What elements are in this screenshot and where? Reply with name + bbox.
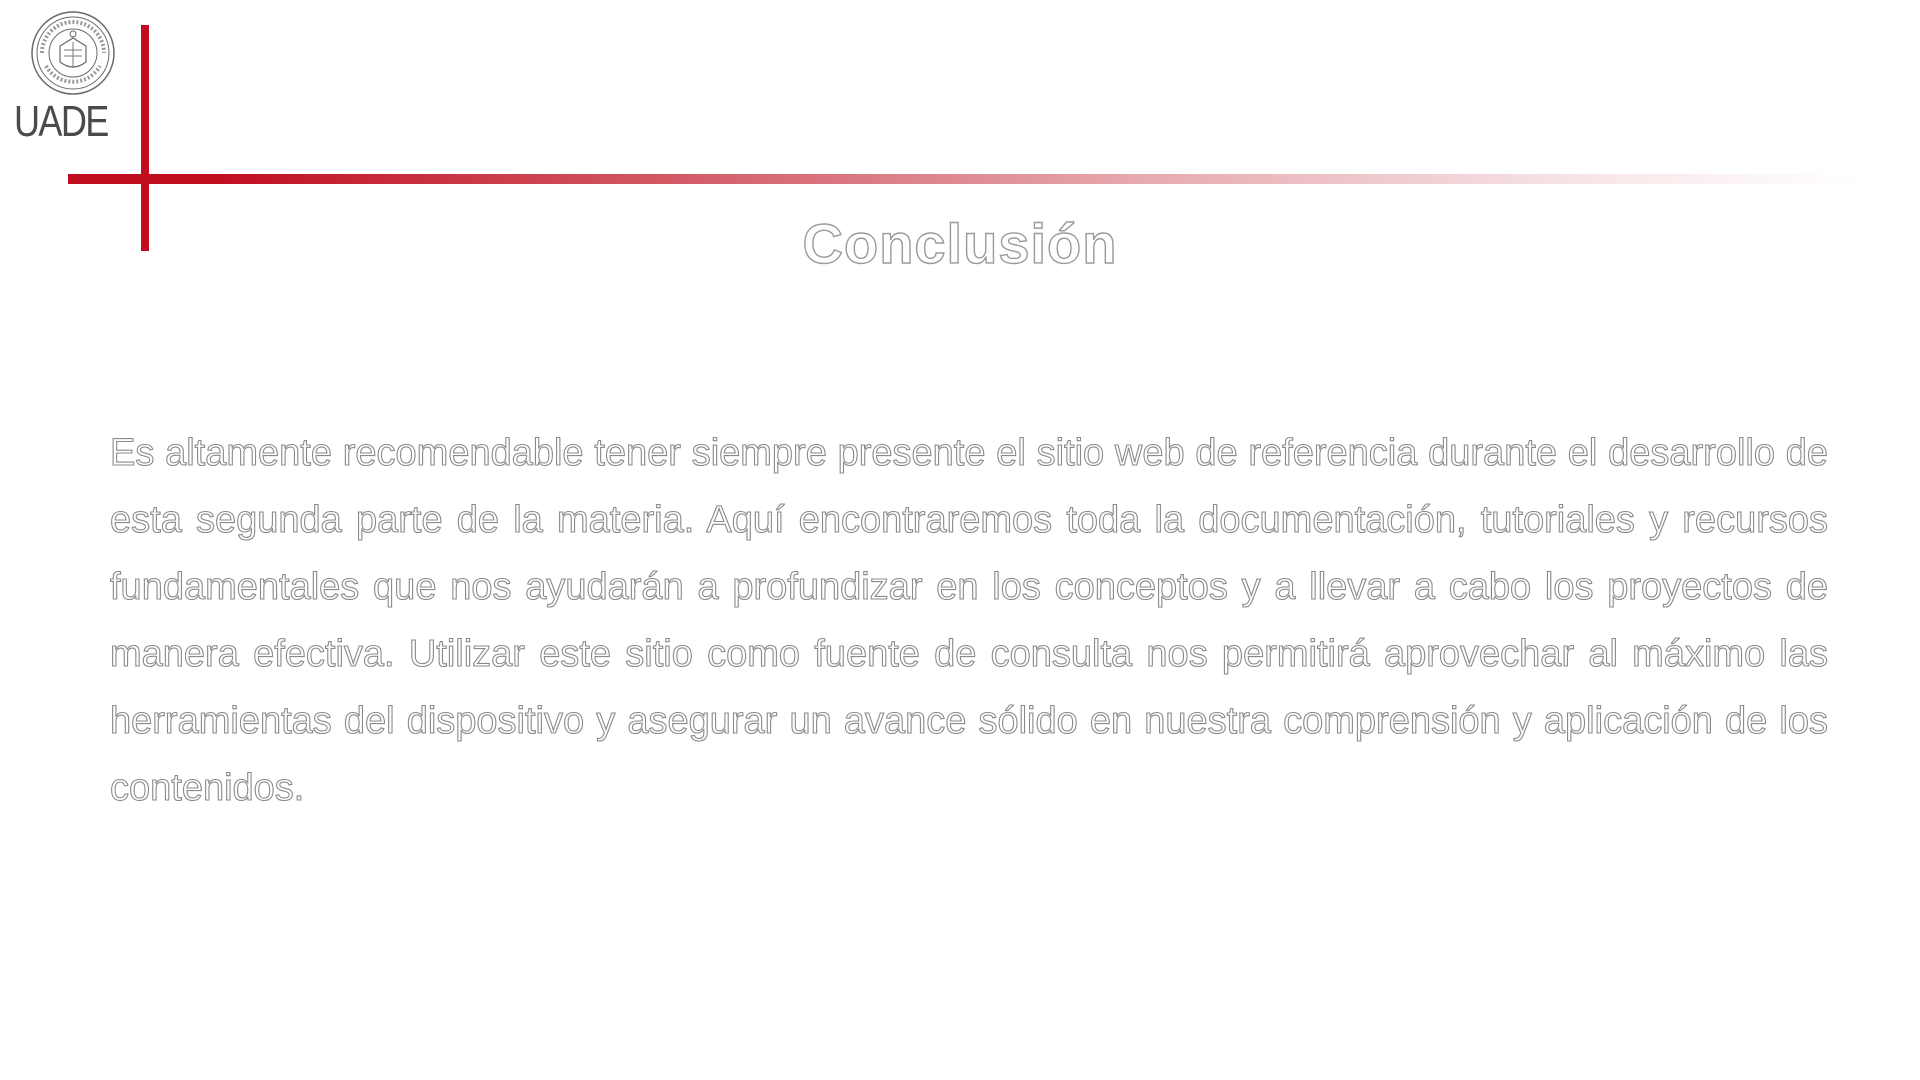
slide-title: Conclusión <box>802 212 1118 275</box>
university-seal-icon <box>30 10 116 96</box>
slide-body-text: Es altamente recomendable tener siempre presente el sitio web de referencia durante el desarrollo de esta segunda parte de la materia. Aquí encontraremos toda la documentación, tutoriales y recursos fundamentales que nos ayudarán a profundizar en los conceptos y a llevar a cabo los proyectos de manera efectiva. Utilizar este sitio como fuente de consulta nos permitirá aprovechar al máximo las herramientas del dispositivo y asegurar un avance sólido en nuestra comprensión y aplicación de los contenidos. <box>110 432 1828 809</box>
accent-horizontal-line <box>68 174 1858 184</box>
logo-text: UADE <box>14 97 108 146</box>
uade-logo <box>14 10 126 150</box>
